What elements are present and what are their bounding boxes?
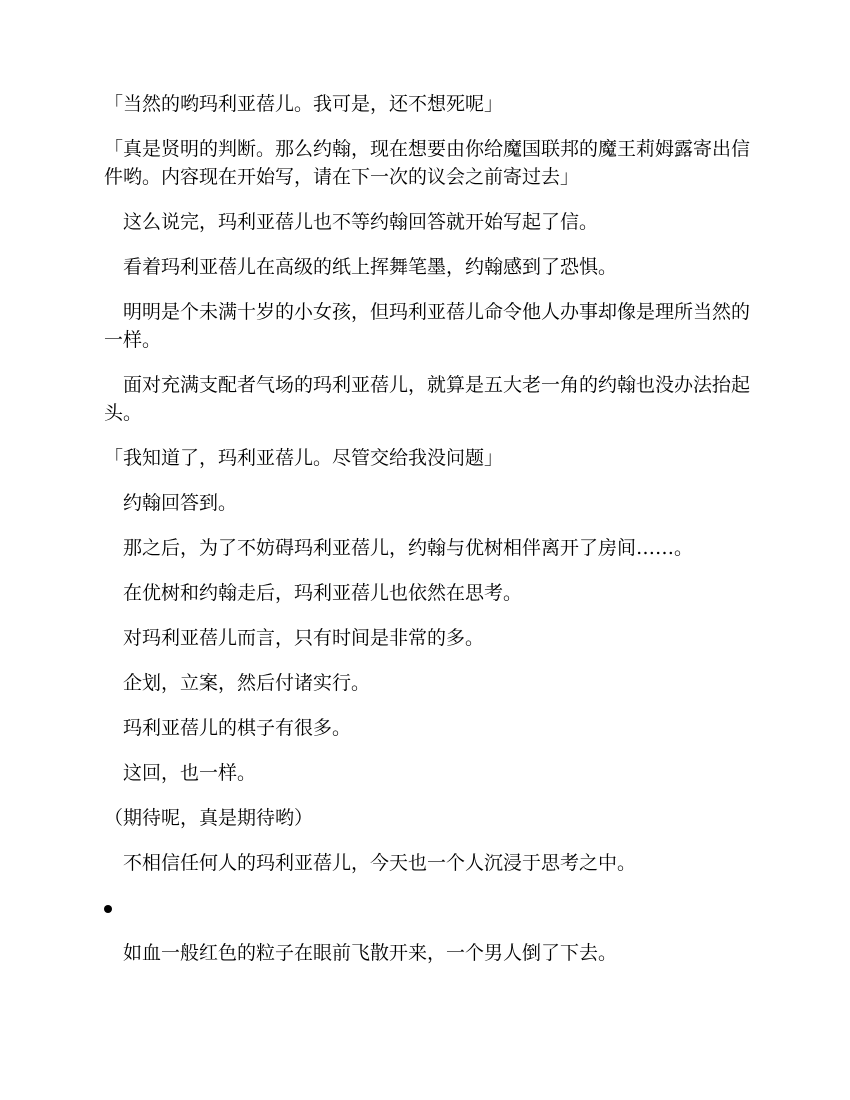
narration-paragraph: 玛利亚蓓儿的棋子有很多。 xyxy=(123,717,352,739)
document-page xyxy=(104,90,754,984)
inner-thought-paragraph: （期待呢，真是期待哟） xyxy=(104,807,314,829)
dialogue-paragraph: 「当然的哟玛利亚蓓儿。我可是，还不想死呢」 xyxy=(104,93,504,115)
narration-paragraph: 面对充满支配者气场的玛利亚蓓儿，就算是五大老一角的约翰也没办法抬起头。 xyxy=(104,374,751,424)
narration-paragraph: 不相信任何人的玛利亚蓓儿，今天也一个人沉浸于思考之中。 xyxy=(123,852,637,874)
narration-paragraph: 如血一般红色的粒子在眼前飞散开来，一个男人倒了下去。 xyxy=(123,942,618,964)
narration-paragraph: 企划，立案，然后付诸实行。 xyxy=(123,672,371,694)
narration-paragraph: 明明是个未满十岁的小女孩，但玛利亚蓓儿命令他人办事却像是理所当然的一样。 xyxy=(104,301,751,351)
narration-paragraph: 这么说完，玛利亚蓓儿也不等约翰回答就开始写起了信。 xyxy=(123,211,599,233)
dialogue-paragraph: 「真是贤明的判断。那么约翰，现在想要由你给魔国联邦的魔王莉姆露寄出信件哟。内容现在开始写，请在下一次的议会之前寄过去」 xyxy=(104,138,751,188)
narration-paragraph: 在优树和约翰走后，玛利亚蓓儿也依然在思考。 xyxy=(123,582,523,604)
narration-paragraph: 约翰回答到。 xyxy=(123,492,238,514)
narration-paragraph: 这回，也一样。 xyxy=(123,762,257,784)
narration-paragraph: 看着玛利亚蓓儿在高级的纸上挥舞笔墨，约翰感到了恐惧。 xyxy=(123,256,618,278)
narration-paragraph: 对玛利亚蓓儿而言，只有时间是非常的多。 xyxy=(123,627,485,649)
dialogue-paragraph: 「我知道了，玛利亚蓓儿。尽管交给我没问题」 xyxy=(104,447,504,469)
section-break-bullet xyxy=(104,894,754,922)
bullet-dot-icon xyxy=(104,905,112,913)
narration-paragraph: 那之后，为了不妨碍玛利亚蓓儿，约翰与优树相伴离开了房间……。 xyxy=(123,537,694,559)
